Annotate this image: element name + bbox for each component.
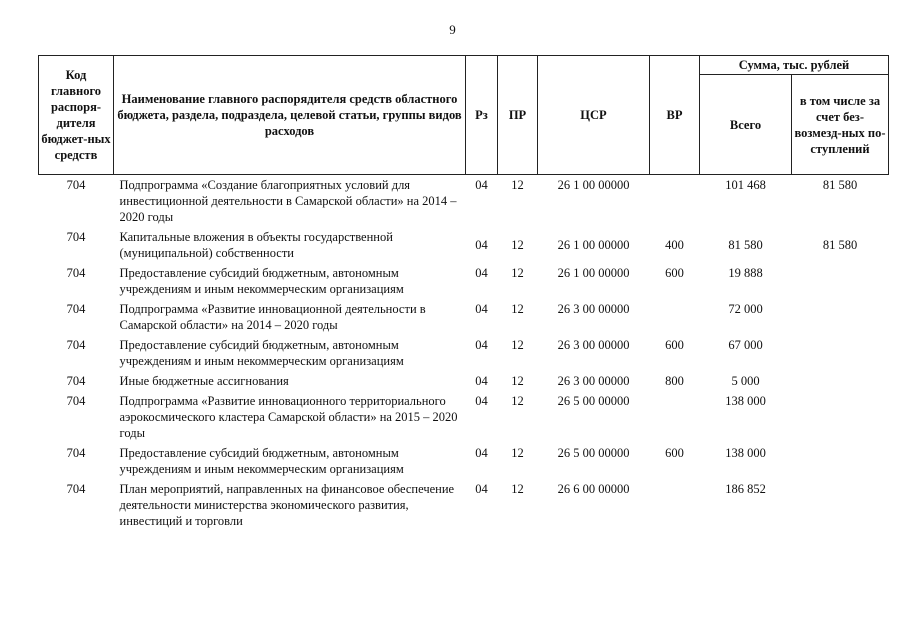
budget-table — [38, 55, 889, 531]
cell-vr — [650, 299, 700, 335]
cell-code: 704 — [66, 266, 86, 280]
cell-total: 19 888 — [728, 266, 763, 280]
cell-total: 81 580 — [728, 238, 763, 252]
cell-rz: 04 — [475, 394, 488, 408]
cell-pr: 12 — [511, 394, 524, 408]
cell-csr: 26 1 00 00000 — [538, 175, 650, 228]
header-pr: ПР — [498, 56, 538, 175]
cell-vr: 600 — [665, 266, 684, 280]
cell-name: Предоставление субсидий бюджетным, автономным учреждениям и иным некоммерческим организациям — [119, 446, 404, 476]
table-row — [39, 371, 889, 391]
cell-free: 81 580 — [792, 175, 889, 228]
header-vr: ВР — [650, 56, 700, 175]
cell-name: Подпрограмма «Развитие инновационной деятельности в Самарской области» на 2014 – 2020 годы — [119, 302, 426, 332]
cell-total: 101 468 — [700, 175, 792, 228]
cell-rz: 04 — [466, 175, 498, 228]
cell-free — [792, 391, 889, 443]
cell-rz: 04 — [475, 446, 488, 460]
cell-free — [792, 371, 889, 391]
cell-csr: 26 3 00 00000 — [557, 302, 630, 316]
cell-total: 67 000 — [728, 338, 763, 352]
table-row — [39, 335, 889, 371]
cell-rz: 04 — [475, 238, 488, 252]
table-row — [39, 299, 889, 335]
cell-vr: 800 — [665, 374, 684, 388]
cell-total: 138 000 — [725, 446, 766, 460]
cell-csr: 26 3 00 00000 — [557, 374, 630, 388]
header-total: Всего — [700, 75, 792, 175]
cell-csr: 26 3 00 00000 — [557, 338, 630, 352]
cell-pr: 12 — [511, 482, 524, 496]
header-sum: Сумма, тыс. рублей — [700, 56, 889, 75]
cell-code: 704 — [66, 230, 86, 244]
cell-total: 138 000 — [725, 394, 766, 408]
cell-free — [792, 335, 889, 371]
cell-code: 704 — [66, 482, 86, 496]
cell-rz: 04 — [475, 266, 488, 280]
cell-pr: 12 — [511, 238, 524, 252]
cell-vr: 600 — [665, 446, 684, 460]
cell-pr: 12 — [511, 302, 524, 316]
table-row — [39, 175, 889, 228]
table-row — [39, 263, 889, 299]
cell-total: 72 000 — [728, 302, 763, 316]
cell-name: Предоставление субсидий бюджетным, автономным учреждениям и иным некоммерческим организациям — [119, 266, 404, 296]
cell-free — [792, 479, 889, 531]
cell-csr: 26 1 00 00000 — [557, 238, 630, 252]
cell-rz: 04 — [475, 302, 488, 316]
header-name: Наименование главного распорядителя средств областного бюджета, раздела, подраздела, целевой статьи, группы видов расходов — [114, 56, 466, 175]
cell-pr: 12 — [511, 338, 524, 352]
cell-csr: 26 6 00 00000 — [557, 482, 630, 496]
cell-name: Подпрограмма «Развитие инновационного территориального аэрокосмического кластера Самарской области» на 2015 – 2020 годы — [119, 394, 458, 440]
cell-rz: 04 — [475, 482, 488, 496]
cell-name: Иные бюджетные ассигнования — [119, 374, 289, 388]
table-row — [39, 391, 889, 443]
table-row — [39, 443, 889, 479]
cell-vr: 600 — [665, 338, 684, 352]
table-row — [39, 227, 889, 263]
cell-name: Подпрограмма «Создание благоприятных условий для инвестиционной деятельности в Самарской области» на 2014 – 2020 годы — [114, 175, 466, 228]
header-code: Код главного распоря-дителя бюджет-ных средств — [39, 56, 114, 175]
cell-free — [792, 299, 889, 335]
cell-name: Капитальные вложения в объекты государственной (муниципальной) собственности — [119, 230, 393, 260]
cell-name: Предоставление субсидий бюджетным, автономным учреждениям и иным некоммерческим организациям — [119, 338, 404, 368]
cell-csr: 26 5 00 00000 — [557, 394, 630, 408]
header-incl-free: в том числе за счет без-возмезд-ных по-ступлений — [792, 75, 889, 175]
cell-total: 5 000 — [731, 374, 760, 388]
cell-total: 186 852 — [725, 482, 766, 496]
cell-code: 704 — [39, 175, 114, 228]
cell-csr: 26 1 00 00000 — [557, 266, 630, 280]
cell-code: 704 — [66, 338, 86, 352]
cell-code: 704 — [66, 302, 86, 316]
cell-name: План мероприятий, направленных на финансовое обеспечение деятельности министерства экономического развития, инвестиций и торговли — [119, 482, 455, 528]
cell-code: 704 — [66, 446, 86, 460]
cell-rz: 04 — [475, 374, 488, 388]
cell-free: 81 580 — [822, 238, 858, 252]
cell-free — [792, 263, 889, 299]
cell-rz: 04 — [475, 338, 488, 352]
cell-pr: 12 — [511, 266, 524, 280]
cell-vr — [650, 175, 700, 228]
header-rz: Рз — [466, 56, 498, 175]
cell-vr: 400 — [665, 238, 684, 252]
cell-pr: 12 — [511, 446, 524, 460]
page-number: 9 — [449, 22, 456, 37]
table-row — [39, 479, 889, 531]
cell-free — [792, 443, 889, 479]
cell-code: 704 — [66, 374, 86, 388]
cell-vr — [650, 391, 700, 443]
cell-code: 704 — [66, 394, 86, 408]
cell-vr — [650, 479, 700, 531]
cell-pr: 12 — [498, 175, 538, 228]
cell-pr: 12 — [511, 374, 524, 388]
header-csr: ЦСР — [538, 56, 650, 175]
cell-csr: 26 5 00 00000 — [557, 446, 630, 460]
